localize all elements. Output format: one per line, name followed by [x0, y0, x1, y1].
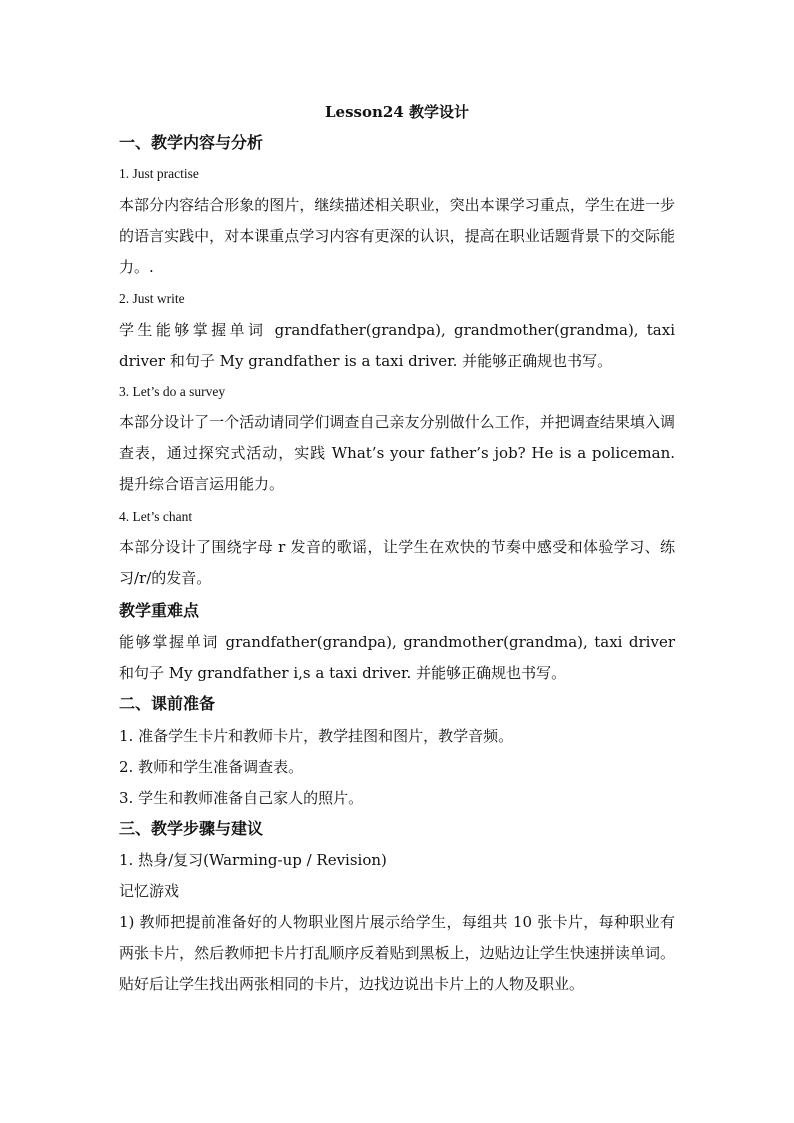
document-title: Lesson24 教学设计 [325, 103, 469, 121]
key-points-heading: 教学重难点 [119, 601, 200, 620]
paragraph-key-points: 能够掌握单词 grandfather(grandpa), grandmother(grandma), taxi driver 和句子 My grandfather i,s a taxi driver. 并能够正确规也书写。 [119, 633, 675, 682]
step-title-warming-up: 1. 热身/复习(Warming-up / Revision) [119, 851, 387, 869]
paragraph-just-write: 学生能够掌握单词 grandfather(grandpa), grandmother(grandma), taxi driver 和句子 My grandfather is a taxi driver. 并能够正确规也书写。 [119, 321, 675, 370]
paragraph-survey: 本部分设计了一个活动请同学们调查自己亲友分别做什么工作，并把调查结果填入调查表，通过探究式活动，实践 What’s your father’s job? He is a policeman. 提升综合语言运用能力。 [119, 413, 675, 493]
prep-item-3: 3. 学生和教师准备自己家人的照片。 [119, 789, 364, 807]
section-heading-steps: 三、教学步骤与建议 [119, 819, 264, 838]
item-title-just-write: 2. Just write [119, 291, 185, 306]
paragraph-just-practise: 本部分内容结合形象的图片，继续描述相关职业，突出本课学习重点，学生在进一步的语言实践中，对本课重点学习内容有更深的认识，提高在职业话题背景下的交际能力。. [119, 196, 675, 276]
prep-item-1: 1. 准备学生卡片和教师卡片，教学挂图和图片，教学音频。 [119, 727, 514, 745]
item-title-just-practise: 1. Just practise [119, 166, 199, 181]
section-heading-preparation: 二、课前准备 [119, 694, 216, 713]
item-title-chant: 4. Let’s chant [119, 509, 193, 524]
item-title-survey: 3. Let’s do a survey [119, 384, 226, 399]
prep-item-2: 2. 教师和学生准备调查表。 [119, 758, 304, 776]
paragraph-memory-game: 1) 教师把提前准备好的人物职业图片展示给学生，每组共 10 张卡片，每种职业有两张卡片，然后教师把卡片打乱顺序反着贴到黑板上，边贴边让学生快速拼读单词。贴好后让学生找出两张相同的卡片，边找边说出卡片上的人物及职业。 [119, 913, 675, 993]
section-heading-content-analysis: 一、教学内容与分析 [119, 133, 264, 152]
game-title: 记忆游戏 [119, 882, 180, 900]
paragraph-chant: 本部分设计了围绕字母 r 发音的歌谣，让学生在欢快的节奏中感受和体验学习、练习/r/的发音。 [119, 538, 675, 587]
